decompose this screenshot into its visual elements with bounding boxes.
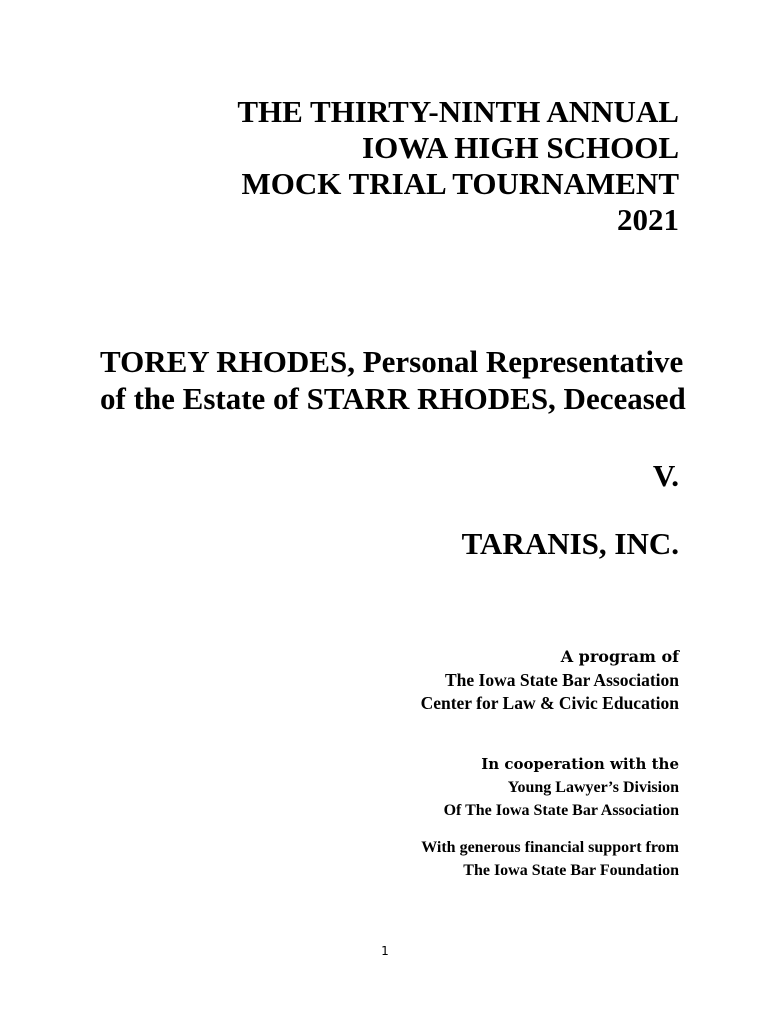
cooperation-line: In cooperation with the — [481, 755, 679, 773]
cooperation-credit — [444, 753, 679, 822]
case-defendant — [462, 526, 679, 562]
case-versus — [653, 458, 679, 494]
tournament-title — [237, 94, 679, 238]
program-line: The Iowa State Bar Association — [445, 669, 679, 690]
plaintiff-line: of the Estate of STARR RHODES, Deceased — [100, 381, 686, 416]
page-number: 1 — [381, 944, 389, 958]
title-line: IOWA HIGH SCHOOL — [362, 130, 679, 165]
title-year: 2021 — [617, 202, 679, 237]
plaintiff-line: TOREY RHODES, Personal Representative — [100, 344, 684, 379]
versus-text: V. — [652, 458, 679, 493]
program-line: A program of — [560, 647, 679, 666]
cooperation-line: Of The Iowa State Bar Association — [443, 802, 679, 819]
support-line: With generous financial support from — [421, 839, 679, 856]
program-credit — [421, 645, 679, 716]
defendant-name: TARANIS, INC. — [461, 526, 679, 561]
title-line: MOCK TRIAL TOURNAMENT — [241, 166, 679, 201]
support-credit — [421, 836, 679, 882]
support-line: The Iowa State Bar Foundation — [463, 862, 679, 879]
title-line: THE THIRTY-NINTH ANNUAL — [237, 94, 679, 129]
case-plaintiff — [100, 343, 686, 417]
program-line: Center for Law & Civic Education — [420, 693, 679, 713]
cooperation-line: Young Lawyer’s Division — [507, 779, 679, 796]
